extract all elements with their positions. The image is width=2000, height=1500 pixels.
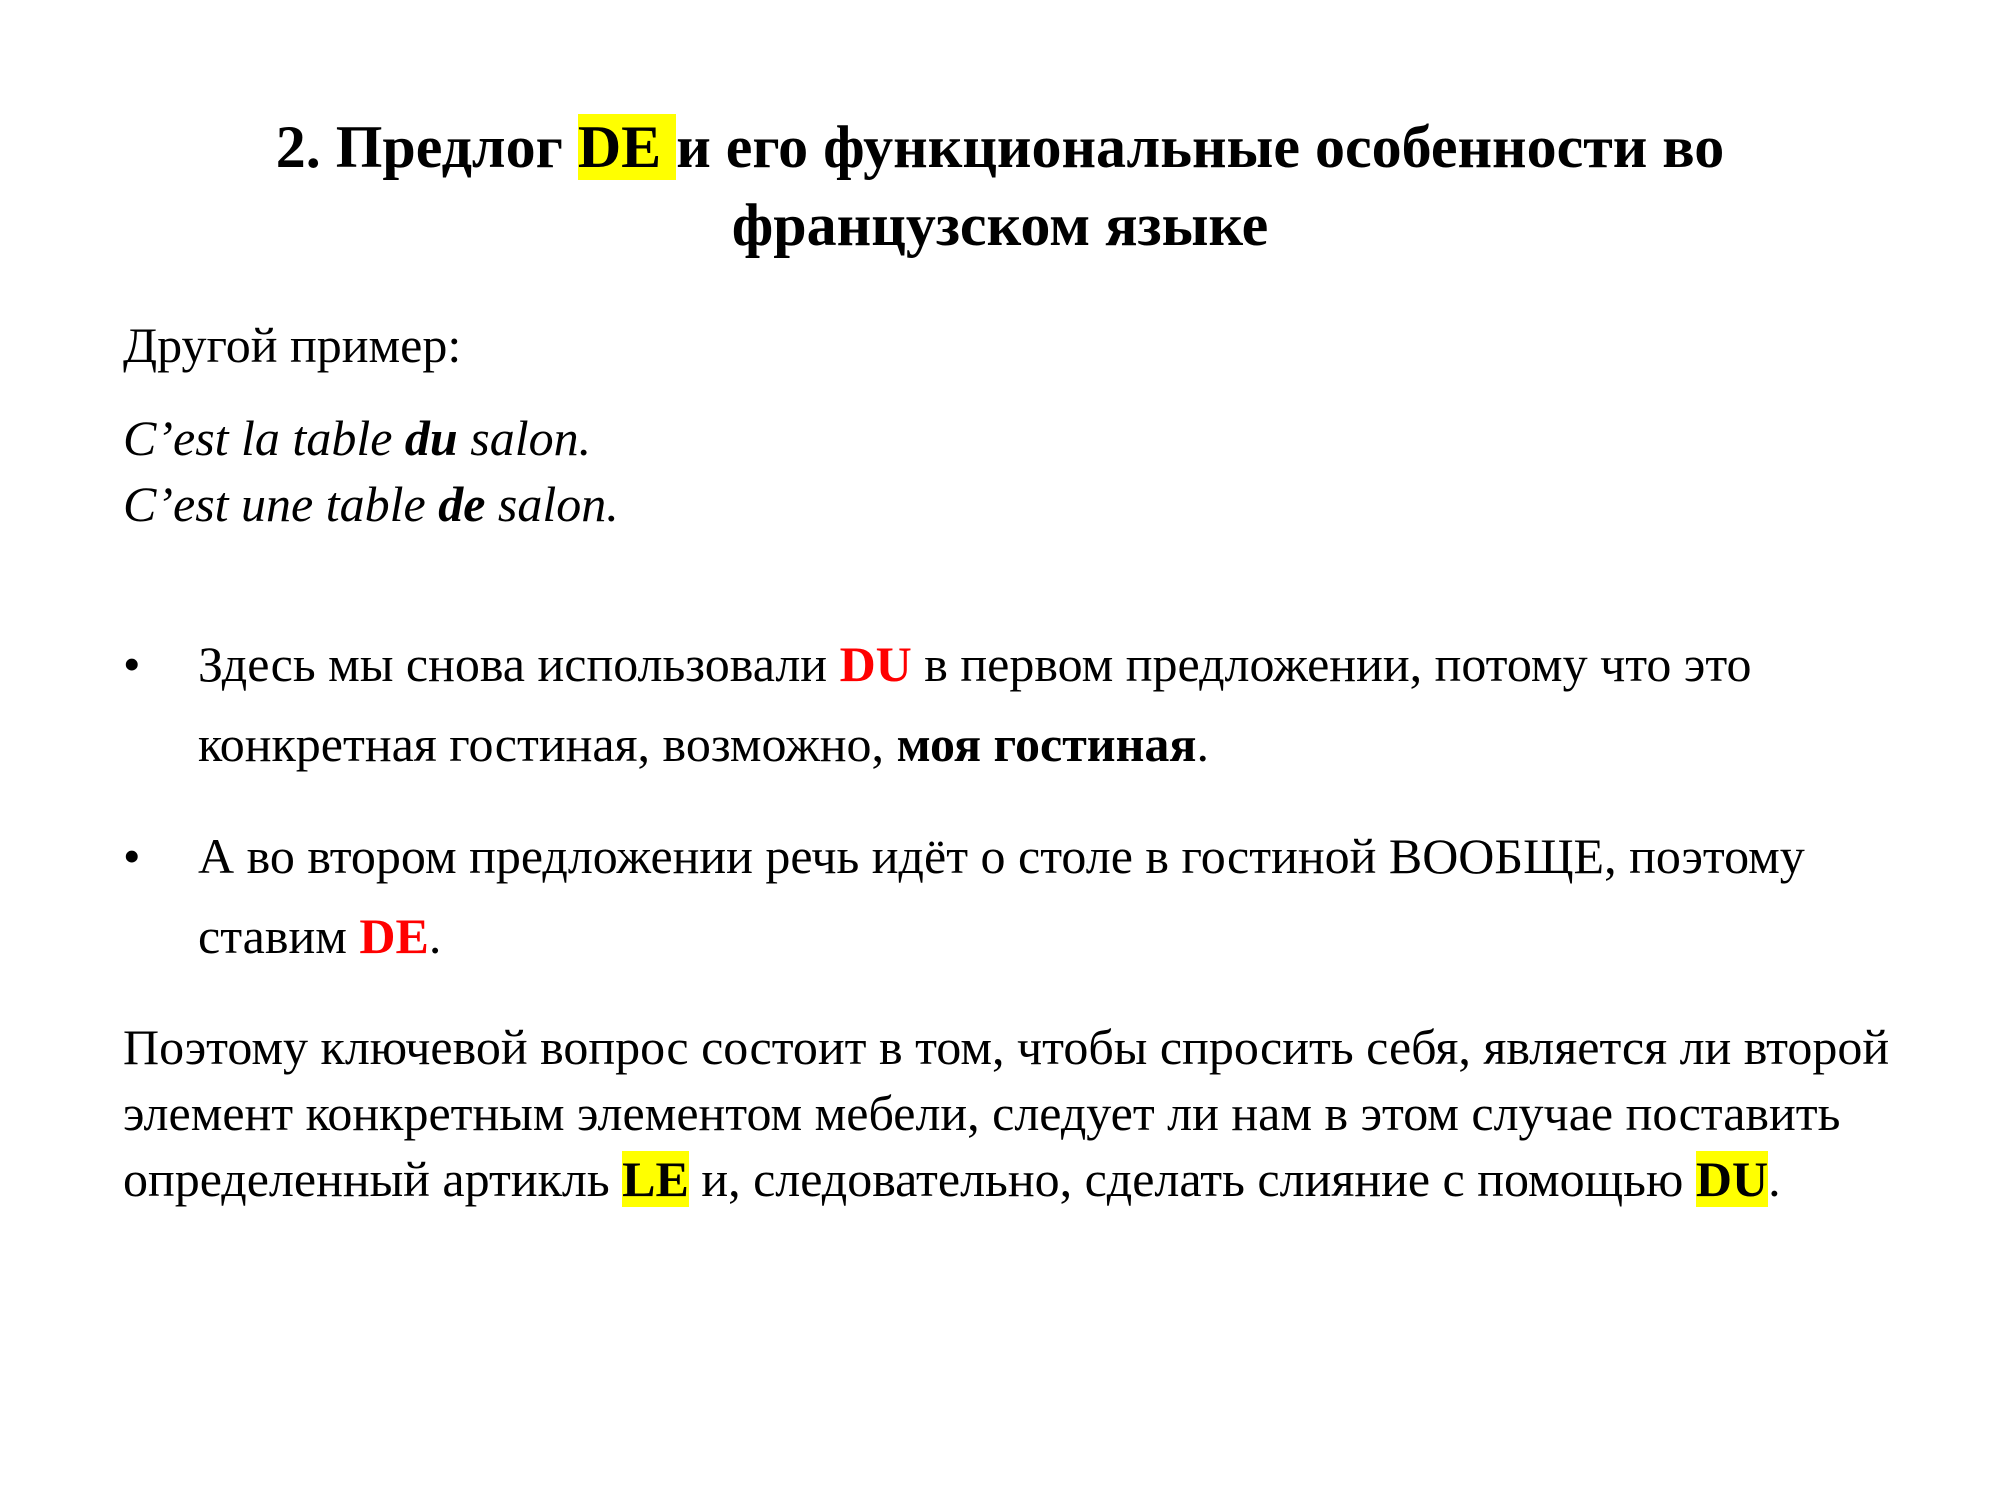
bullet-text-before: Здесь мы снова использовали bbox=[198, 636, 840, 692]
conclusion-highlight-le: LE bbox=[622, 1151, 689, 1207]
conclusion-part-2: и, следовательно, сделать слияние с помощью bbox=[688, 1151, 1696, 1207]
title-suffix: и его функциональные особенности во французском языке bbox=[676, 114, 1725, 258]
bullet-item bbox=[123, 624, 1903, 784]
bullet-key-du: DU bbox=[839, 636, 912, 692]
conclusion-highlight-du: DU bbox=[1695, 1151, 1769, 1207]
conclusion-part-3: . bbox=[1768, 1151, 1781, 1207]
example-before: C’est la table bbox=[123, 410, 405, 466]
bullet-text-after: . bbox=[428, 908, 442, 964]
conclusion-paragraph bbox=[123, 1014, 1903, 1212]
bullet-text-middle: в первом предложении, потому что это конкретная гостиная, возможно, bbox=[198, 636, 1752, 772]
bullet-key-de: DE bbox=[359, 908, 429, 964]
bullet-item bbox=[123, 816, 1903, 976]
bullet-bold-phrase: моя гостиная bbox=[896, 716, 1197, 772]
example-key-word: du bbox=[404, 410, 458, 466]
example-sentence bbox=[123, 471, 1903, 537]
example-key-word: de bbox=[438, 476, 486, 532]
bullet-text-after: . bbox=[1196, 716, 1209, 772]
slide-title bbox=[100, 108, 1900, 264]
bullet-marker: • bbox=[123, 636, 141, 692]
conclusion-part-1: Поэтому ключевой вопрос состоит в том, чтобы спросить себя, является ли второй элемент конкретным элементом мебели, следует ли нам в этом случае поставить определенный артикль bbox=[123, 1019, 1890, 1207]
bullet-list bbox=[123, 624, 1903, 1008]
title-highlight-de: DE bbox=[577, 114, 677, 180]
intro-text: Другой пример: bbox=[123, 317, 462, 373]
example-after: salon. bbox=[485, 476, 619, 532]
example-after: salon. bbox=[457, 410, 592, 466]
example-sentence bbox=[123, 405, 1903, 471]
example-before: C’est une table bbox=[123, 476, 439, 532]
bullet-marker: • bbox=[123, 828, 141, 884]
example-sentences bbox=[123, 405, 1903, 537]
title-prefix: 2. Предлог bbox=[275, 114, 578, 180]
bullet-text-before: А во втором предложении речь идёт о столе в гостиной ВООБЩЕ, поэтому ставим bbox=[198, 828, 1805, 964]
